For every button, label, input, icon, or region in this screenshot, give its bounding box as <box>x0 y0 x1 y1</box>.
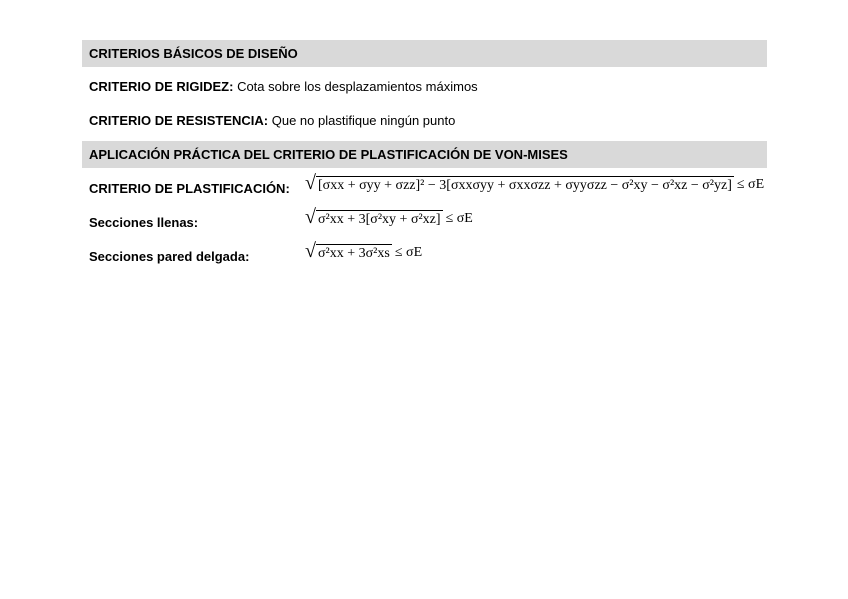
resistencia-label: CRITERIO DE RESISTENCIA: <box>89 113 269 128</box>
section-title: CRITERIOS BÁSICOS DE DISEÑO <box>89 46 298 61</box>
secciones-pared-delgada-formula <box>305 240 423 262</box>
secciones-pared-delgada-label: Secciones pared delgada: <box>89 249 250 264</box>
plastificacion-formula <box>305 172 765 194</box>
radical-sign-icon: √ <box>305 240 316 262</box>
radicand: σ²xx + 3[σ²xy + σ²xz] <box>318 212 441 227</box>
square-root <box>305 240 392 262</box>
rigidez-label: CRITERIO DE RIGIDEZ: <box>89 79 234 94</box>
inequality: ≤ σE <box>736 177 765 192</box>
inequality: ≤ σE <box>445 211 473 226</box>
square-root <box>305 172 734 194</box>
rigidez-text: Cota sobre los desplazamientos máximos <box>233 79 478 94</box>
secciones-llenas-formula <box>305 206 473 228</box>
rigidez-line <box>89 79 478 94</box>
radical-sign-icon: √ <box>305 172 316 194</box>
radicand: σ²xx + 3σ²xs <box>318 246 390 261</box>
plastificacion-label: CRITERIO DE PLASTIFICACIÓN: <box>89 181 290 196</box>
square-root <box>305 206 443 228</box>
resistencia-line <box>89 113 455 128</box>
section-header-criterios <box>82 40 767 67</box>
section-title: APLICACIÓN PRÁCTICA DEL CRITERIO DE PLASTIFICACIÓN DE VON-MISES <box>89 147 568 162</box>
inequality: ≤ σE <box>394 245 423 260</box>
radical-sign-icon: √ <box>305 206 316 228</box>
secciones-llenas-label: Secciones llenas: <box>89 215 199 230</box>
section-header-von-mises <box>82 141 767 168</box>
resistencia-text: Que no plastifique ningún punto <box>268 113 456 128</box>
radicand: [σxx + σyy + σzz]² − 3[σxxσyy + σxxσzz + σyyσzz − σ²xy − σ²xz − σ²yz] <box>318 178 732 193</box>
